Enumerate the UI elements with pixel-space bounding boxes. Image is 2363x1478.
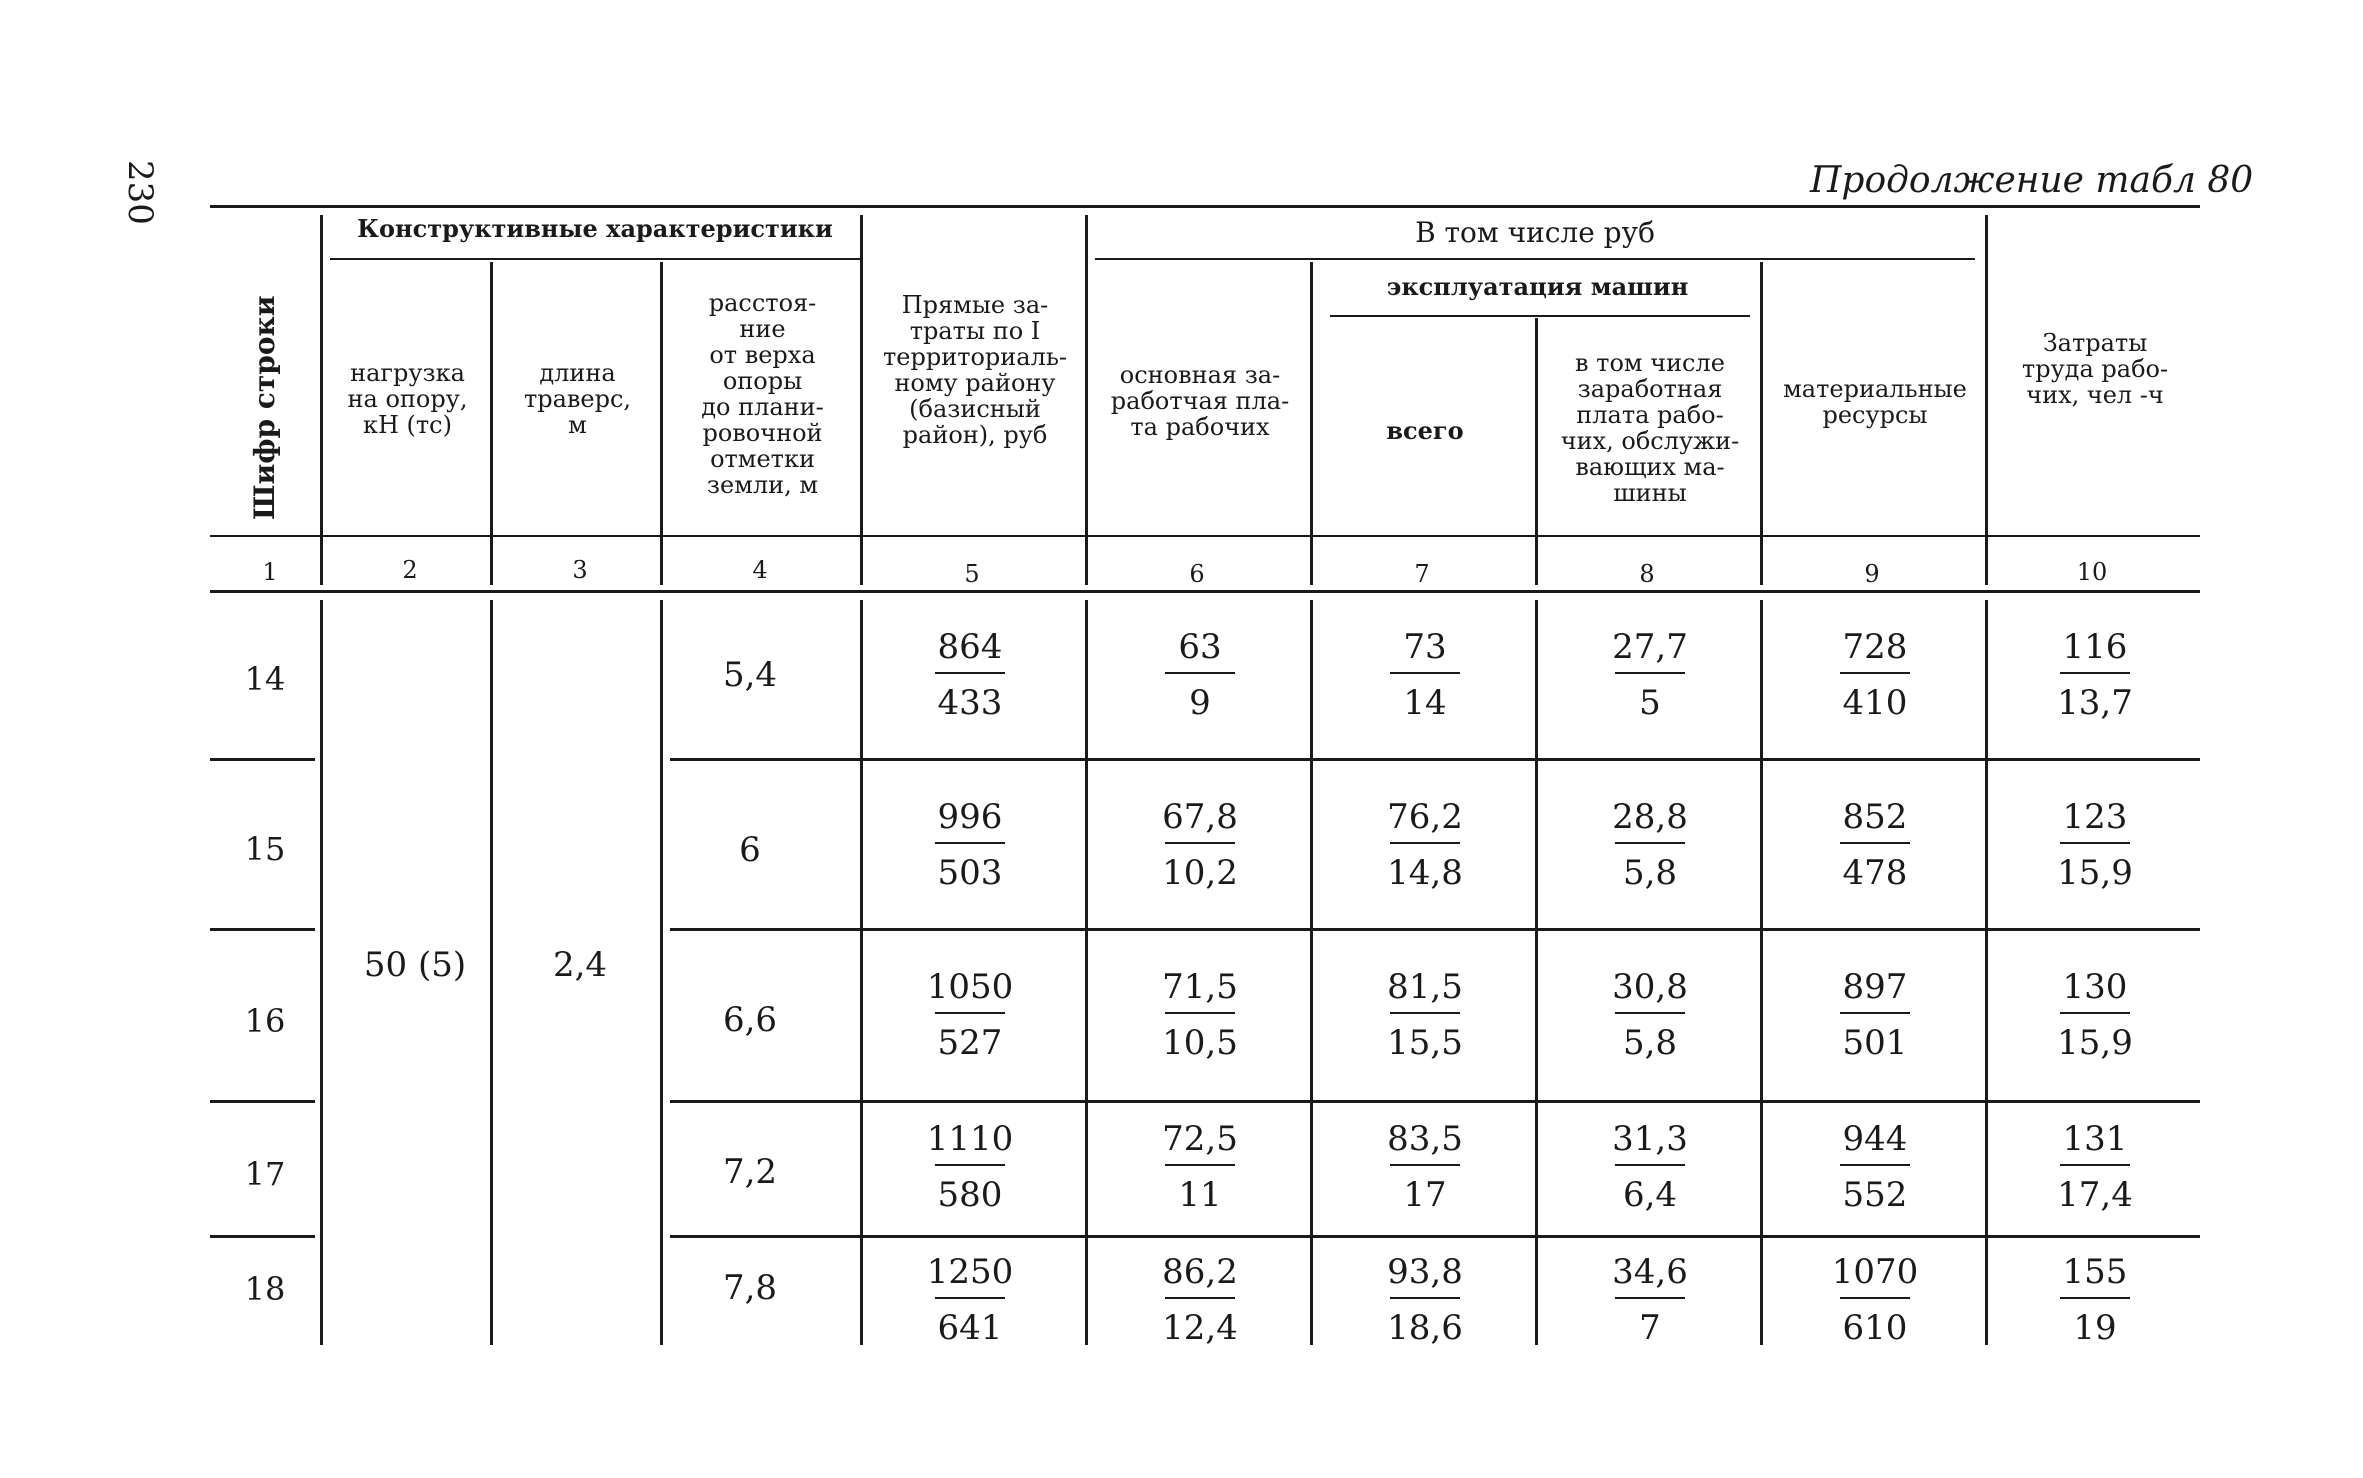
table-top-rule — [210, 205, 2200, 208]
row-separator — [210, 1235, 315, 1238]
col-number: 5 — [964, 560, 980, 588]
wages-cost: 63 9 — [1130, 630, 1270, 720]
distance-value: 6 — [739, 830, 761, 870]
body-divider — [1535, 600, 1538, 1345]
materials-cost: 728 410 — [1805, 630, 1945, 720]
machines-total: 83,5 17 — [1387, 1119, 1463, 1215]
body-divider — [860, 600, 863, 1345]
row-code: 15 — [244, 830, 286, 868]
distance-value: 6,6 — [722, 1000, 778, 1040]
col-number: 3 — [572, 556, 588, 584]
wages-cost: 71,5 10,5 — [1162, 967, 1238, 1063]
col-number: 6 — [1189, 560, 1205, 588]
including-rule — [1095, 258, 1975, 260]
materials-cost: 852 478 — [1805, 800, 1945, 890]
col-number: 4 — [752, 556, 768, 584]
header-wages: основная за- работчая пла- та рабочих — [1110, 361, 1290, 441]
machines-total: 81,5 15,5 — [1387, 967, 1463, 1063]
row-separator — [210, 1100, 315, 1103]
labor-cost: 130 15,9 — [2057, 967, 2133, 1063]
header-load: нагрузка на опору, кН (тс) — [347, 359, 468, 439]
continuation-title: Продолжение табл 80 — [1810, 160, 2254, 201]
header-including: В том числе руб — [1415, 216, 1655, 249]
v-divider — [1310, 262, 1313, 585]
row-code: 17 — [244, 1155, 286, 1193]
row-code: 14 — [244, 660, 286, 698]
v-divider — [1985, 215, 1988, 585]
direct-cost: 1110 580 — [926, 1119, 1014, 1215]
v-divider — [320, 215, 323, 585]
v-divider — [1760, 262, 1763, 585]
labor-cost: 116 13,7 — [2057, 627, 2133, 723]
machines-total: 73 14 — [1355, 630, 1495, 720]
row-separator — [670, 758, 2200, 761]
wages-cost: 67,8 10,2 — [1162, 797, 1238, 893]
wages-cost: 86,2 12,4 — [1162, 1252, 1238, 1348]
direct-cost: 996 503 — [900, 800, 1040, 890]
distance-value: 5,4 — [722, 655, 778, 695]
direct-cost: 1250 641 — [926, 1252, 1014, 1348]
header-machines: эксплуатация машин — [1386, 272, 1689, 301]
machines-rule — [1330, 315, 1750, 317]
header-row-code: Шифр строки — [248, 295, 281, 520]
body-divider — [320, 600, 323, 1345]
labor-cost: 123 15,9 — [2057, 797, 2133, 893]
row-separator — [210, 758, 315, 761]
materials-cost: 897 501 — [1805, 970, 1945, 1060]
header-materials: материальные ресурсы — [1783, 375, 1967, 429]
labor-cost: 131 17,4 — [2057, 1119, 2133, 1215]
col-number: 9 — [1864, 560, 1880, 588]
row-code: 16 — [244, 1002, 286, 1040]
row-separator — [210, 928, 315, 931]
direct-cost: 1050 527 — [926, 967, 1014, 1063]
distance-value: 7,2 — [722, 1152, 778, 1192]
header-traverse: длина траверс, м — [523, 359, 632, 439]
direct-cost: 864 433 — [900, 630, 1040, 720]
body-divider — [1985, 600, 1988, 1345]
header-incl-wages: в том числе заработная плата рабо- чих, обслужи- вающих ма- шины — [1560, 349, 1740, 507]
materials-cost: 1070 610 — [1831, 1252, 1919, 1348]
labor-cost: 155 19 — [2025, 1255, 2165, 1345]
machines-wages: 30,8 5,8 — [1612, 967, 1688, 1063]
machines-wages: 31,3 6,4 — [1612, 1119, 1688, 1215]
col-number: 8 — [1639, 560, 1655, 588]
v-divider — [490, 262, 493, 585]
v-divider — [660, 262, 663, 585]
row-separator — [670, 928, 2200, 931]
header-distance: расстоя- ние от верха опоры до плани- ровочной отметки земли, м — [701, 289, 824, 499]
header-direct: Прямые за- траты по I территориаль- ному району (базисный район), руб — [882, 291, 1068, 449]
machines-wages: 27,7 5 — [1612, 627, 1688, 723]
col-number: 10 — [2076, 558, 2108, 586]
row-separator — [670, 1100, 2200, 1103]
materials-cost: 944 552 — [1805, 1122, 1945, 1212]
header-constructive: Конструктивные характеристики — [357, 214, 833, 243]
body-divider — [490, 600, 493, 1345]
row-separator — [670, 1235, 2200, 1238]
body-divider — [660, 600, 663, 1345]
distance-value: 7,8 — [722, 1268, 778, 1308]
body-divider — [1310, 600, 1313, 1345]
wages-cost: 72,5 11 — [1162, 1119, 1238, 1215]
header-total: всего — [1386, 416, 1464, 445]
colnum-bottom-rule — [210, 590, 2200, 593]
col-number: 1 — [262, 558, 278, 586]
header-bottom-rule — [210, 535, 2200, 537]
page-number: 230 — [120, 160, 160, 225]
constructive-rule — [330, 258, 860, 260]
row-code: 18 — [244, 1270, 286, 1308]
load-value: 50 (5) — [363, 945, 467, 985]
header-labor: Затраты труда рабо- чих, чел -ч — [2021, 329, 2169, 409]
traverse-value: 2,4 — [552, 945, 608, 985]
body-divider — [1760, 600, 1763, 1345]
col-number: 7 — [1414, 560, 1430, 588]
v-divider — [860, 215, 863, 585]
col-number: 2 — [402, 556, 418, 584]
machines-total: 93,8 18,6 — [1387, 1252, 1463, 1348]
machines-wages: 34,6 7 — [1612, 1252, 1688, 1348]
machines-wages: 28,8 5,8 — [1612, 797, 1688, 893]
body-divider — [1085, 600, 1088, 1345]
v-divider — [1535, 318, 1538, 585]
v-divider — [1085, 215, 1088, 585]
machines-total: 76,2 14,8 — [1387, 797, 1463, 893]
